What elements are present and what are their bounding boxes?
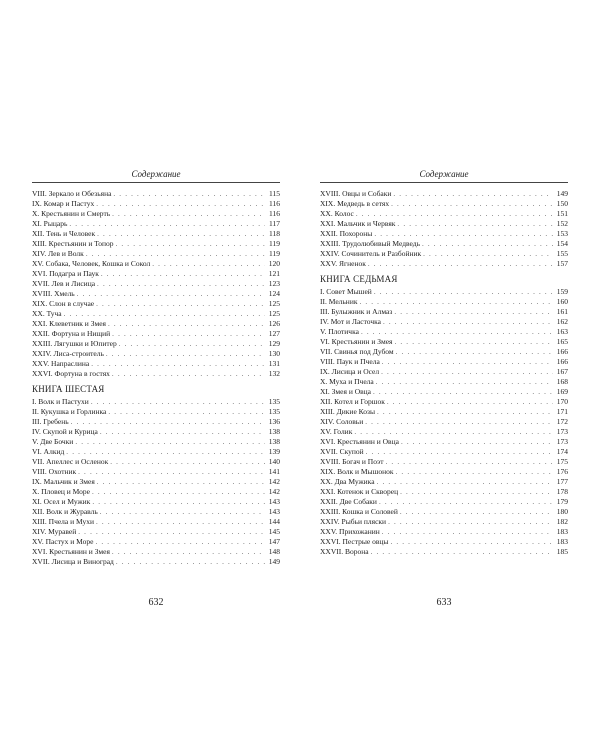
toc-entry-title: IX. Лисица и Осел bbox=[320, 367, 380, 376]
toc-entry-page: 135 bbox=[268, 397, 280, 406]
page-number: 633 bbox=[436, 597, 452, 608]
toc-entry-title: IX. Мальчик и Змея bbox=[32, 477, 95, 486]
toc-entry bbox=[320, 427, 568, 437]
toc-entry-page: 136 bbox=[268, 417, 280, 426]
toc-entry-page: 173 bbox=[556, 427, 568, 436]
dot-leader bbox=[106, 349, 265, 359]
toc-entry bbox=[320, 239, 568, 249]
dot-leader bbox=[397, 219, 553, 229]
dot-leader bbox=[396, 347, 553, 357]
dot-leader bbox=[91, 397, 265, 407]
toc-entry bbox=[32, 209, 280, 219]
toc-entry-title: XVII. Лев и Лисица bbox=[32, 279, 96, 288]
toc-entry-page: 116 bbox=[269, 209, 280, 218]
dot-leader bbox=[390, 537, 553, 547]
toc-entry-page: 117 bbox=[269, 219, 280, 228]
toc-list bbox=[32, 397, 280, 567]
toc-entry-title: XXV. Напраслина bbox=[32, 359, 90, 368]
dot-leader bbox=[377, 407, 553, 417]
toc-entry bbox=[320, 507, 568, 517]
toc-entry-page: 183 bbox=[556, 527, 568, 536]
toc-entry-title: VIII. Паук и Пчела bbox=[320, 357, 380, 366]
toc-entry bbox=[32, 477, 280, 487]
left-page bbox=[32, 168, 280, 567]
dot-leader bbox=[110, 457, 265, 467]
dot-leader bbox=[382, 357, 553, 367]
toc-entry-page: 132 bbox=[268, 369, 280, 378]
running-head: Содержание bbox=[419, 169, 469, 179]
toc-entry-page: 125 bbox=[268, 309, 280, 318]
toc-list bbox=[32, 189, 280, 379]
toc-entry-page: 123 bbox=[268, 279, 280, 288]
toc-entry-page: 140 bbox=[268, 457, 280, 466]
dot-leader bbox=[71, 417, 265, 427]
toc-entry bbox=[320, 189, 568, 199]
dot-leader bbox=[86, 249, 265, 259]
toc-list bbox=[320, 189, 568, 269]
dot-leader bbox=[371, 547, 553, 557]
toc-entry-page: 124 bbox=[268, 289, 280, 298]
toc-entry bbox=[32, 289, 280, 299]
toc-entry-title: XIX. Слон в случае bbox=[32, 299, 95, 308]
toc-entry-title: XXV. Ягненок bbox=[320, 259, 366, 268]
dot-leader bbox=[368, 259, 553, 269]
toc-entry-page: 135 bbox=[268, 407, 280, 416]
toc-entry-title: XX. Туча bbox=[32, 309, 62, 318]
toc-entry-page: 130 bbox=[268, 349, 280, 358]
dot-leader bbox=[401, 437, 553, 447]
toc-entry-page: 170 bbox=[556, 397, 568, 406]
toc-entry-page: 142 bbox=[268, 477, 280, 486]
toc-entry-title: XXV. Прихожанин bbox=[320, 527, 380, 536]
toc-entry bbox=[32, 527, 280, 537]
dot-leader bbox=[386, 457, 553, 467]
toc-entry-page: 115 bbox=[269, 189, 280, 198]
toc-entry bbox=[320, 387, 568, 397]
toc-entry-title: XIII. Крестьянин и Топор bbox=[32, 239, 114, 248]
toc-entry-title: XXVI. Пестрые овцы bbox=[320, 537, 389, 546]
toc-entry-title: II. Кукушка и Горлинка bbox=[32, 407, 107, 416]
toc-entry-title: XII. Котел и Горшок bbox=[320, 397, 385, 406]
dot-leader bbox=[97, 279, 265, 289]
toc-entry bbox=[320, 397, 568, 407]
toc-entry-page: 185 bbox=[556, 547, 568, 556]
dot-leader bbox=[379, 497, 553, 507]
toc-entry bbox=[32, 447, 280, 457]
dot-leader bbox=[100, 507, 265, 517]
toc-entry-title: VIII. Зеркало и Обезьяна bbox=[32, 189, 112, 198]
toc-entry-title: I. Совет Мышей bbox=[320, 287, 372, 296]
dot-leader bbox=[394, 307, 553, 317]
toc-entry-page: 153 bbox=[556, 229, 568, 238]
toc-entry bbox=[32, 339, 280, 349]
dot-leader bbox=[108, 319, 265, 329]
dot-leader bbox=[152, 259, 265, 269]
section-heading: КНИГА ШЕСТАЯ bbox=[32, 384, 105, 394]
toc-entry-title: VIII. Охотник bbox=[32, 467, 77, 476]
toc-entry-page: 119 bbox=[269, 249, 280, 258]
toc-entry-page: 142 bbox=[268, 487, 280, 496]
toc-entry-title: IX. Комар и Пастух bbox=[32, 199, 95, 208]
toc-entry bbox=[320, 457, 568, 467]
toc-entry-title: XVII. Лисица и Виноград bbox=[32, 557, 114, 566]
toc-entry-page: 125 bbox=[268, 299, 280, 308]
toc-entry-page: 143 bbox=[268, 507, 280, 516]
dot-leader bbox=[400, 507, 553, 517]
toc-entry-page: 160 bbox=[556, 297, 568, 306]
toc-entry bbox=[32, 309, 280, 319]
toc-entry bbox=[32, 329, 280, 339]
dot-leader bbox=[391, 199, 553, 209]
toc-entry-page: 172 bbox=[556, 417, 568, 426]
toc-entry bbox=[320, 199, 568, 209]
toc-entry-page: 180 bbox=[556, 507, 568, 516]
dot-leader bbox=[101, 269, 265, 279]
toc-entry bbox=[32, 319, 280, 329]
toc-entry-page: 177 bbox=[556, 477, 568, 486]
toc-entry-title: XV. Собака, Человек, Кошка и Сокол bbox=[32, 259, 151, 268]
dot-leader bbox=[96, 199, 265, 209]
toc-entry-page: 168 bbox=[556, 377, 568, 386]
toc-entry-title: XII. Тень и Человек bbox=[32, 229, 96, 238]
toc-entry-title: XVI. Крестьянин и Овца bbox=[320, 437, 399, 446]
toc-entry-page: 149 bbox=[556, 189, 568, 198]
toc-entry-page: 131 bbox=[268, 359, 280, 368]
dot-leader bbox=[354, 427, 553, 437]
toc-entry-page: 155 bbox=[556, 249, 568, 258]
toc-entry-title: XVIII. Богач и Поэт bbox=[320, 457, 384, 466]
toc-entry-page: 171 bbox=[556, 407, 568, 416]
toc-entry-page: 119 bbox=[269, 239, 280, 248]
dot-leader bbox=[108, 407, 265, 417]
toc-entry bbox=[320, 327, 568, 337]
dot-leader bbox=[96, 517, 265, 527]
toc-entry bbox=[32, 359, 280, 369]
toc-entry bbox=[320, 537, 568, 547]
dot-leader bbox=[112, 369, 265, 379]
toc-entry bbox=[32, 557, 280, 567]
toc-entry-title: X. Пловец и Море bbox=[32, 487, 90, 496]
toc-entry-title: XIV. Муравей bbox=[32, 527, 77, 536]
dot-leader bbox=[395, 337, 554, 347]
toc-entry bbox=[320, 357, 568, 367]
toc-entry-page: 120 bbox=[268, 259, 280, 268]
toc-entry-page: 183 bbox=[556, 537, 568, 546]
toc-entry-title: XXIV. Рыбьи пляски bbox=[320, 517, 387, 526]
toc-entry bbox=[320, 487, 568, 497]
section-heading: КНИГА СЕДЬМАЯ bbox=[320, 274, 398, 284]
dot-leader bbox=[423, 249, 553, 259]
dot-leader bbox=[377, 477, 553, 487]
dot-leader bbox=[388, 517, 553, 527]
toc-entry bbox=[320, 229, 568, 239]
dot-leader bbox=[356, 209, 553, 219]
toc-entry-page: 182 bbox=[556, 517, 568, 526]
toc-entry-page: 149 bbox=[268, 557, 280, 566]
dot-leader bbox=[383, 317, 553, 327]
toc-entry-title: IV. Мот и Ласточка bbox=[320, 317, 381, 326]
toc-entry-title: XIV. Соловьи bbox=[320, 417, 364, 426]
toc-entry-title: X. Крестьянин и Смерть bbox=[32, 209, 111, 218]
toc-entry bbox=[32, 189, 280, 199]
toc-entry-page: 159 bbox=[556, 287, 568, 296]
toc-entry-title: V. Плотичка bbox=[320, 327, 359, 336]
toc-entry-page: 154 bbox=[556, 239, 568, 248]
toc-entry bbox=[32, 507, 280, 517]
toc-entry-page: 167 bbox=[556, 367, 568, 376]
toc-entry-title: XIII. Пчела и Мухи bbox=[32, 517, 95, 526]
toc-entry-page: 118 bbox=[269, 229, 280, 238]
toc-entry-page: 162 bbox=[556, 317, 568, 326]
toc-entry-title: XI. Змея и Овца bbox=[320, 387, 372, 396]
toc-entry bbox=[320, 307, 568, 317]
dot-leader bbox=[69, 219, 265, 229]
page-number: 632 bbox=[148, 597, 164, 608]
dot-leader bbox=[119, 339, 265, 349]
dot-leader bbox=[96, 299, 265, 309]
toc-entry-page: 166 bbox=[556, 357, 568, 366]
dot-leader bbox=[361, 327, 553, 337]
toc-entry-title: XVIII. Хмель bbox=[32, 289, 75, 298]
dot-leader bbox=[116, 239, 266, 249]
toc-entry bbox=[32, 269, 280, 279]
toc-entry-page: 145 bbox=[268, 527, 280, 536]
dot-leader bbox=[75, 437, 265, 447]
dot-leader bbox=[112, 547, 265, 557]
toc-entry bbox=[320, 347, 568, 357]
toc-list bbox=[320, 287, 568, 557]
toc-entry bbox=[32, 517, 280, 527]
toc-entry-page: 166 bbox=[556, 347, 568, 356]
toc-entry bbox=[32, 397, 280, 407]
dot-leader bbox=[64, 309, 265, 319]
toc-entry-title: XI. Осел и Мужик bbox=[32, 497, 91, 506]
toc-entry-title: XIV. Лев и Волк bbox=[32, 249, 84, 258]
toc-entry-title: XVIII. Овцы и Собаки bbox=[320, 189, 392, 198]
toc-entry bbox=[32, 457, 280, 467]
dot-leader bbox=[381, 367, 553, 377]
toc-entry-title: X. Муха и Пчела bbox=[320, 377, 374, 386]
dot-leader bbox=[374, 229, 553, 239]
toc-entry bbox=[32, 249, 280, 259]
toc-entry-page: 121 bbox=[268, 269, 280, 278]
toc-entry bbox=[32, 299, 280, 309]
toc-entry bbox=[320, 467, 568, 477]
toc-entry bbox=[32, 219, 280, 229]
toc-entry-page: 141 bbox=[268, 467, 280, 476]
toc-entry bbox=[32, 407, 280, 417]
toc-entry-title: XX. Два Мужика bbox=[320, 477, 375, 486]
toc-entry bbox=[320, 259, 568, 269]
header-rule bbox=[32, 182, 280, 183]
toc-entry-title: XI. Рыцарь bbox=[32, 219, 68, 228]
toc-entry-title: XXI. Котенок и Скворец bbox=[320, 487, 399, 496]
running-head: Содержание bbox=[131, 169, 181, 179]
toc-entry-title: XXI. Клеветник и Змея bbox=[32, 319, 106, 328]
toc-entry-title: XXIV. Лиса-строитель bbox=[32, 349, 104, 358]
toc-entry-title: VII. Апеллес и Осленок bbox=[32, 457, 109, 466]
toc-entry-page: 179 bbox=[556, 497, 568, 506]
toc-entry bbox=[320, 407, 568, 417]
toc-entry-title: III. Гребень bbox=[32, 417, 69, 426]
toc-entry-title: XII. Волк и Журавль bbox=[32, 507, 98, 516]
dot-leader bbox=[359, 297, 553, 307]
dot-leader bbox=[91, 359, 265, 369]
dot-leader bbox=[373, 387, 553, 397]
toc-entry-title: XXIV. Сочинитель и Разбойник bbox=[320, 249, 422, 258]
toc-entry bbox=[32, 427, 280, 437]
dot-leader bbox=[376, 377, 553, 387]
toc-entry-title: XIII. Дикие Козы bbox=[320, 407, 376, 416]
dot-leader bbox=[112, 209, 265, 219]
toc-entry-title: XXII. Две Собаки bbox=[320, 497, 377, 506]
toc-entry-title: V. Две Бочки bbox=[32, 437, 74, 446]
toc-entry-title: XXII. Похороны bbox=[320, 229, 373, 238]
dot-leader bbox=[365, 417, 553, 427]
toc-entry bbox=[32, 537, 280, 547]
dot-leader bbox=[112, 329, 265, 339]
toc-entry-title: XXII. Фортуна и Нищий bbox=[32, 329, 111, 338]
toc-entry-title: XX. Колос bbox=[320, 209, 354, 218]
toc-entry-title: XIX. Медведь в сетях bbox=[320, 199, 390, 208]
right-page bbox=[320, 168, 568, 557]
toc-entry bbox=[32, 417, 280, 427]
toc-entry bbox=[32, 259, 280, 269]
toc-entry bbox=[32, 349, 280, 359]
toc-entry bbox=[320, 249, 568, 259]
dot-leader bbox=[113, 189, 265, 199]
toc-entry bbox=[32, 467, 280, 477]
toc-entry-title: XVII. Скупой bbox=[320, 447, 364, 456]
toc-entry bbox=[320, 317, 568, 327]
toc-entry bbox=[320, 477, 568, 487]
toc-entry-page: 163 bbox=[556, 327, 568, 336]
toc-entry bbox=[32, 437, 280, 447]
toc-entry bbox=[32, 369, 280, 379]
toc-entry-page: 165 bbox=[556, 337, 568, 346]
dot-leader bbox=[422, 239, 553, 249]
toc-entry bbox=[32, 487, 280, 497]
toc-entry-page: 175 bbox=[556, 457, 568, 466]
toc-entry-page: 126 bbox=[268, 319, 280, 328]
toc-entry-title: II. Мельник bbox=[320, 297, 358, 306]
dot-leader bbox=[95, 537, 265, 547]
toc-entry bbox=[320, 447, 568, 457]
toc-entry-title: XXIII. Трудолюбивый Медведь bbox=[320, 239, 420, 248]
toc-entry-page: 127 bbox=[268, 329, 280, 338]
toc-entry-page: 138 bbox=[268, 427, 280, 436]
toc-entry bbox=[32, 239, 280, 249]
toc-entry-page: 138 bbox=[268, 437, 280, 446]
toc-entry-page: 174 bbox=[556, 447, 568, 456]
toc-entry bbox=[320, 297, 568, 307]
toc-entry bbox=[320, 367, 568, 377]
toc-entry bbox=[320, 219, 568, 229]
dot-leader bbox=[382, 527, 553, 537]
toc-entry-page: 173 bbox=[556, 437, 568, 446]
dot-leader bbox=[66, 447, 265, 457]
toc-entry-page: 178 bbox=[556, 487, 568, 496]
dot-leader bbox=[92, 497, 265, 507]
dot-leader bbox=[387, 397, 553, 407]
toc-entry-page: 176 bbox=[556, 467, 568, 476]
dot-leader bbox=[97, 477, 265, 487]
toc-entry-page: 151 bbox=[556, 209, 568, 218]
dot-leader bbox=[393, 189, 553, 199]
toc-entry-title: XXI. Мальчик и Червяк bbox=[320, 219, 396, 228]
toc-entry bbox=[32, 497, 280, 507]
dot-leader bbox=[116, 557, 265, 567]
toc-entry-title: XXVI. Фортуна в гостях bbox=[32, 369, 110, 378]
dot-leader bbox=[92, 487, 265, 497]
dot-leader bbox=[400, 487, 553, 497]
toc-entry-title: VI. Алкид bbox=[32, 447, 65, 456]
toc-entry-page: 157 bbox=[556, 259, 568, 268]
toc-entry bbox=[320, 287, 568, 297]
dot-leader bbox=[374, 287, 553, 297]
toc-entry bbox=[320, 209, 568, 219]
toc-entry-title: VI. Крестьянин и Змея bbox=[320, 337, 393, 346]
toc-entry bbox=[320, 377, 568, 387]
toc-entry bbox=[320, 527, 568, 537]
toc-entry bbox=[320, 337, 568, 347]
toc-entry-title: XV. Голик bbox=[320, 427, 353, 436]
toc-entry-page: 150 bbox=[556, 199, 568, 208]
toc-entry-page: 148 bbox=[268, 547, 280, 556]
toc-entry-title: III. Булыжник и Алмаз bbox=[320, 307, 393, 316]
toc-entry-title: XVI. Крестьянин и Змея bbox=[32, 547, 110, 556]
dot-leader bbox=[100, 427, 265, 437]
toc-entry-title: VII. Свинья под Дубом bbox=[320, 347, 394, 356]
dot-leader bbox=[396, 467, 553, 477]
toc-entry-title: XV. Пастух и Море bbox=[32, 537, 94, 546]
toc-entry bbox=[320, 497, 568, 507]
header-rule bbox=[320, 182, 568, 183]
toc-entry-page: 169 bbox=[556, 387, 568, 396]
toc-entry-title: XVI. Подагра и Паук bbox=[32, 269, 99, 278]
toc-entry-title: XIX. Волк и Мышонок bbox=[320, 467, 394, 476]
dot-leader bbox=[77, 289, 265, 299]
toc-entry bbox=[32, 199, 280, 209]
toc-entry-page: 152 bbox=[556, 219, 568, 228]
toc-entry-title: IV. Скупой и Курица bbox=[32, 427, 98, 436]
toc-entry-page: 161 bbox=[556, 307, 568, 316]
toc-entry-title: XXIII. Кошка и Соловей bbox=[320, 507, 398, 516]
toc-entry-title: XXIII. Лягушки и Юпитер bbox=[32, 339, 117, 348]
dot-leader bbox=[366, 447, 553, 457]
toc-entry bbox=[32, 279, 280, 289]
toc-entry-page: 139 bbox=[268, 447, 280, 456]
toc-entry bbox=[32, 547, 280, 557]
toc-entry-page: 116 bbox=[269, 199, 280, 208]
toc-entry bbox=[320, 437, 568, 447]
toc-entry bbox=[320, 547, 568, 557]
toc-entry-page: 129 bbox=[268, 339, 280, 348]
dot-leader bbox=[78, 467, 265, 477]
toc-entry bbox=[320, 517, 568, 527]
toc-entry-page: 147 bbox=[268, 537, 280, 546]
toc-entry-title: XXVII. Ворона bbox=[320, 547, 369, 556]
dot-leader bbox=[78, 527, 265, 537]
toc-entry-page: 143 bbox=[268, 497, 280, 506]
toc-entry-title: I. Волк и Пастухи bbox=[32, 397, 89, 406]
toc-entry bbox=[32, 229, 280, 239]
toc-entry bbox=[320, 417, 568, 427]
toc-entry-page: 144 bbox=[268, 517, 280, 526]
dot-leader bbox=[97, 229, 265, 239]
